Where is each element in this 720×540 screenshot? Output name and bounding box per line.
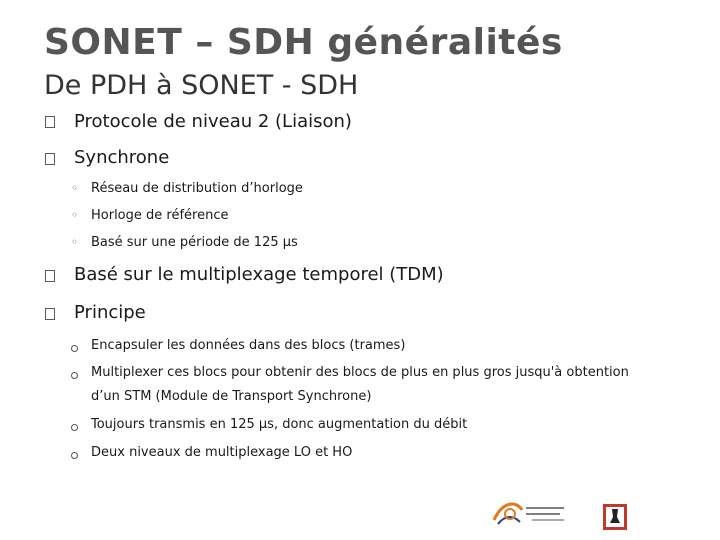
slide-title: SONET – SDH généralités — [44, 22, 563, 63]
bullet-tdm: Basé sur le multiplexage temporel (TDM) — [74, 264, 444, 285]
sub-bullet-niveaux: Deux niveaux de multiplexage LO et HO — [91, 445, 353, 460]
circle-bullet-icon — [71, 372, 78, 379]
checkbox-bullet-icon — [45, 116, 55, 128]
circle-bullet-icon — [71, 424, 78, 431]
bullet-synchrone: Synchrone — [74, 147, 170, 168]
circle-bullet-icon — [71, 452, 78, 459]
bullet-principe: Principe — [74, 302, 146, 323]
sub-bullet-encapsuler: Encapsuler les données dans des blocs (trames) — [91, 338, 406, 353]
sub-bullet-multiplexer-continued: d’un STM (Module de Transport Synchrone) — [91, 389, 372, 404]
small-dot-bullet-icon: ◦ — [71, 181, 79, 195]
bullet-protocole: Protocole de niveau 2 (Liaison) — [74, 111, 352, 132]
checkbox-bullet-icon — [45, 308, 55, 320]
red-crest-logo-icon — [602, 503, 628, 531]
slide-subtitle: De PDH à SONET - SDH — [44, 70, 359, 101]
sub-bullet-horloge-distribution: Réseau de distribution d’horloge — [91, 181, 303, 196]
small-dot-bullet-icon: ◦ — [71, 208, 79, 222]
small-dot-bullet-icon: ◦ — [71, 235, 79, 249]
sub-bullet-horloge-reference: Horloge de référence — [91, 208, 229, 223]
sub-bullet-toujours: Toujours transmis en 125 µs, donc augmentation du débit — [91, 417, 468, 432]
sub-bullet-periode: Basé sur une période de 125 µs — [91, 235, 298, 250]
checkbox-bullet-icon — [45, 270, 55, 282]
sub-bullet-multiplexer: Multiplexer ces blocs pour obtenir des blocs de plus en plus gros jusqu'à obtention — [91, 365, 629, 380]
institution-logo-icon — [488, 494, 568, 530]
circle-bullet-icon — [71, 345, 78, 352]
checkbox-bullet-icon — [45, 153, 55, 165]
